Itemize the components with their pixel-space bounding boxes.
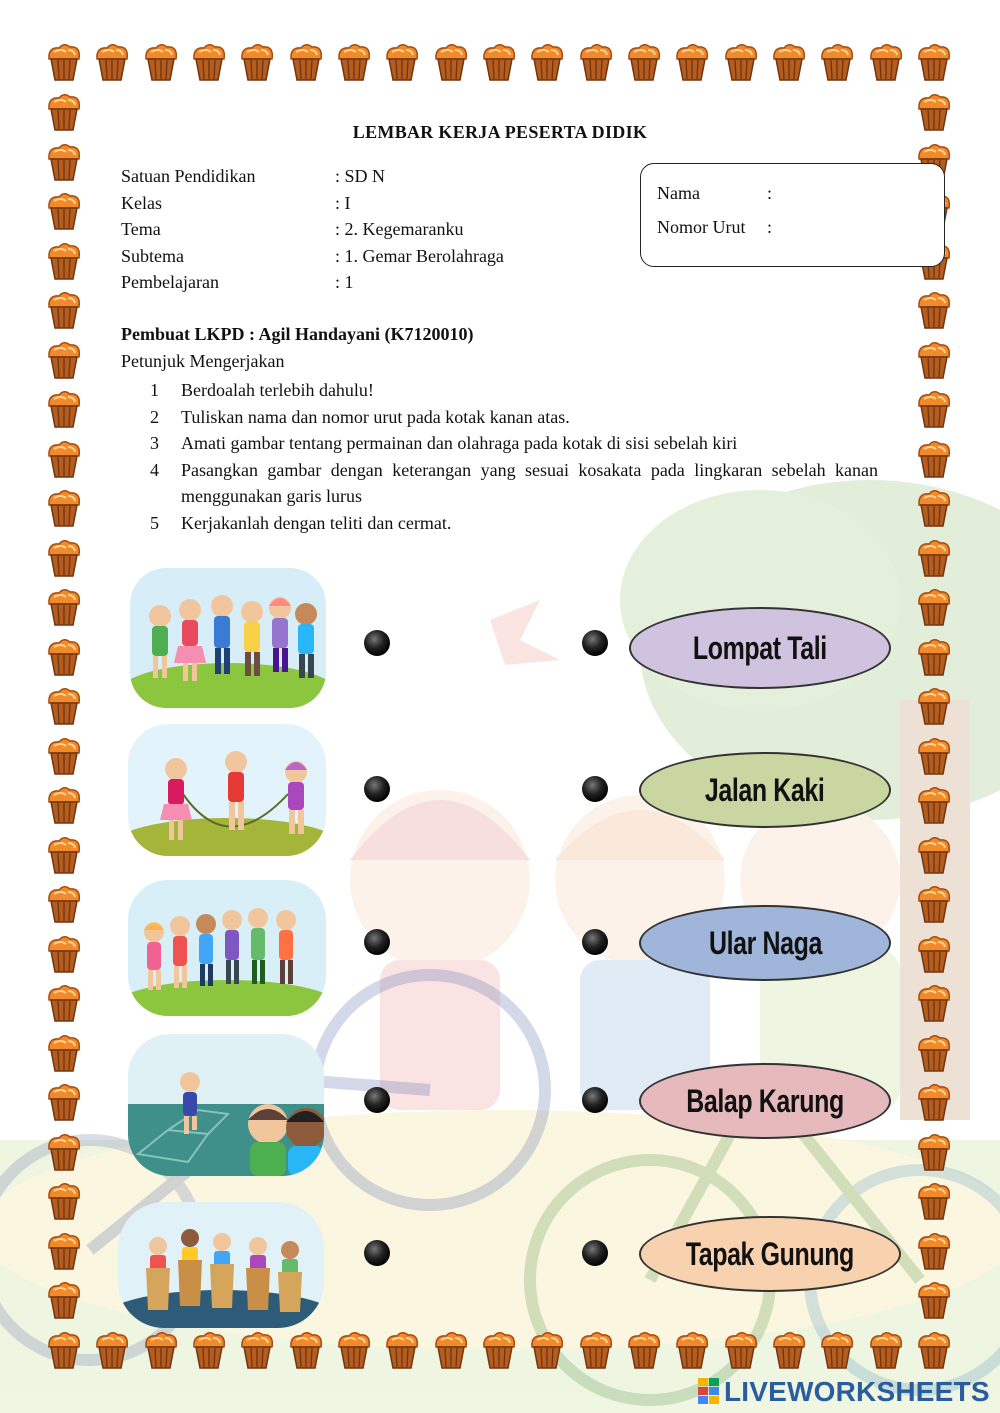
muffin-icon (44, 340, 84, 380)
liveworksheets-logo-icon (698, 1378, 720, 1406)
muffin-icon (769, 1330, 809, 1370)
muffin-icon (141, 1330, 181, 1370)
instruction-item (150, 430, 878, 457)
instruction-text: Amati gambar tentang permainan dan olahraga pada kotak di sisi sebelah kiri (181, 433, 738, 453)
muffin-icon (914, 934, 954, 974)
muffin-icon (914, 983, 954, 1023)
picture-hopscotch (128, 1034, 324, 1176)
muffin-icon (44, 191, 84, 231)
info-value: : I (335, 192, 351, 213)
muffin-icon (334, 42, 374, 82)
info-label: Kelas (121, 192, 162, 213)
answer-label: Tapak Gunung (685, 1235, 855, 1272)
left-match-dot[interactable] (364, 929, 390, 955)
answer-label: Lompat Tali (693, 629, 827, 666)
muffin-icon (286, 42, 326, 82)
info-label: Satuan Pendidikan (121, 166, 256, 186)
muffin-icon (44, 587, 84, 627)
muffin-icon (44, 1033, 84, 1073)
muffin-icon (44, 934, 84, 974)
answer-label: Balap Karung (686, 1082, 844, 1119)
muffin-icon (44, 439, 84, 479)
muffin-icon (334, 1330, 374, 1370)
info-row (121, 216, 504, 243)
muffin-icon (44, 1231, 84, 1271)
answer-label: Ular Naga (708, 924, 822, 961)
instruction-number: 3 (150, 433, 159, 453)
instructions-title: Petunjuk Mengerjakan (121, 351, 285, 371)
name-field[interactable] (657, 176, 928, 210)
left-match-dot[interactable] (364, 630, 390, 656)
instruction-number: 5 (150, 512, 159, 533)
muffin-icon (914, 488, 954, 528)
muffin-icon (914, 884, 954, 924)
muffin-icon (44, 983, 84, 1023)
info-row (121, 190, 504, 217)
instruction-text: Kerjakanlah dengan teliti dan cermat. (181, 512, 452, 533)
muffin-icon (44, 241, 84, 281)
left-match-dot[interactable] (364, 1087, 390, 1113)
muffin-icon (44, 538, 84, 578)
muffin-icon (44, 1181, 84, 1221)
muffin-icon (382, 42, 422, 82)
muffin-icon (914, 1280, 954, 1320)
muffin-icon (44, 389, 84, 429)
muffin-icon (914, 736, 954, 776)
muffin-icon (914, 538, 954, 578)
muffin-icon (44, 835, 84, 875)
muffin-icon (914, 587, 954, 627)
info-value: : 1. Gemar Berolahraga (335, 245, 504, 266)
muffin-icon (44, 488, 84, 528)
muffin-icon (624, 1330, 664, 1370)
muffin-icon (914, 637, 954, 677)
muffin-icon (914, 1033, 954, 1073)
info-row (121, 163, 504, 190)
muffin-icon (721, 1330, 761, 1370)
instruction-text: Berdoalah terlebih dahulu! (181, 380, 374, 400)
muffin-icon (721, 42, 761, 82)
muffin-icon (914, 42, 954, 82)
picture-sack-race (118, 1202, 324, 1328)
muffin-icon (479, 42, 519, 82)
liveworksheets-brand (698, 1376, 990, 1408)
answer-oval (639, 905, 891, 981)
instruction-item (150, 457, 878, 510)
muffin-icon (44, 686, 84, 726)
muffin-icon (44, 142, 84, 182)
info-label: Pembelajaran (121, 272, 219, 292)
muffin-icon (769, 42, 809, 82)
muffin-icon (44, 637, 84, 677)
muffin-icon (237, 1330, 277, 1370)
muffin-icon (817, 42, 857, 82)
info-value: : 1 (335, 272, 354, 292)
muffin-icon (44, 1330, 84, 1370)
instruction-item (150, 404, 878, 431)
muffin-icon (237, 42, 277, 82)
right-match-dot[interactable] (582, 630, 608, 656)
instruction-item (150, 510, 878, 537)
muffin-icon (576, 42, 616, 82)
left-match-dot[interactable] (364, 776, 390, 802)
number-colon: : (767, 217, 773, 237)
muffin-icon (672, 42, 712, 82)
muffin-icon (914, 686, 954, 726)
muffin-icon (866, 42, 906, 82)
right-match-dot[interactable] (582, 1087, 608, 1113)
instruction-number: 4 (150, 459, 159, 480)
answer-label: Jalan Kaki (705, 771, 825, 808)
muffin-icon (914, 1231, 954, 1271)
muffin-icon (44, 1082, 84, 1122)
muffin-icon (576, 1330, 616, 1370)
picture-snake-line (128, 880, 326, 1016)
muffin-icon (44, 42, 84, 82)
info-label: Tema (121, 219, 161, 239)
info-label: Subtema (121, 245, 184, 266)
bottom-muffin-border (44, 1330, 954, 1370)
muffin-icon (914, 785, 954, 825)
muffin-icon (44, 290, 84, 330)
picture-children-walking (130, 568, 326, 708)
picture-jump-rope (128, 724, 326, 856)
info-row (121, 243, 504, 270)
brand-text: LIVEWORKSHEETS (724, 1376, 990, 1407)
school-info (121, 163, 504, 296)
top-muffin-border (44, 42, 954, 82)
right-muffin-border (914, 92, 954, 1320)
author-line: Pembuat LKPD : Agil Handayani (K7120010) (121, 324, 474, 344)
answer-oval (639, 752, 891, 828)
muffin-icon (624, 42, 664, 82)
muffin-icon (914, 439, 954, 479)
muffin-icon (914, 835, 954, 875)
instructions-list (150, 377, 878, 536)
muffin-icon (141, 42, 181, 82)
info-row (121, 269, 504, 296)
muffin-icon (44, 736, 84, 776)
instruction-number: 2 (150, 406, 159, 427)
muffin-icon (44, 884, 84, 924)
muffin-icon (817, 1330, 857, 1370)
muffin-icon (92, 1330, 132, 1370)
number-field[interactable] (657, 210, 928, 244)
muffin-icon (44, 1132, 84, 1172)
muffin-icon (914, 1132, 954, 1172)
instruction-number: 1 (150, 380, 159, 400)
left-match-dot[interactable] (364, 1240, 390, 1266)
name-colon: : (767, 183, 773, 203)
answer-oval (639, 1063, 891, 1139)
muffin-icon (44, 1280, 84, 1320)
answer-oval (639, 1216, 901, 1292)
muffin-icon (914, 1082, 954, 1122)
muffin-icon (382, 1330, 422, 1370)
instruction-text: Pasangkan gambar dengan keterangan yang sesuai kosakata pada lingkaran sebelah kanan menggunakan garis lurus (181, 459, 878, 506)
muffin-icon (914, 1330, 954, 1370)
right-match-dot[interactable] (582, 1240, 608, 1266)
student-name-box[interactable] (640, 163, 945, 267)
muffin-icon (431, 42, 471, 82)
info-value: : SD N (335, 166, 386, 186)
muffin-icon (479, 1330, 519, 1370)
right-match-dot[interactable] (582, 929, 608, 955)
muffin-icon (914, 340, 954, 380)
muffin-icon (44, 785, 84, 825)
muffin-icon (914, 290, 954, 330)
muffin-icon (189, 42, 229, 82)
muffin-icon (914, 389, 954, 429)
muffin-icon (866, 1330, 906, 1370)
instruction-text: Tuliskan nama dan nomor urut pada kotak kanan atas. (181, 406, 570, 427)
muffin-icon (672, 1330, 712, 1370)
right-match-dot[interactable] (582, 776, 608, 802)
muffin-icon (527, 1330, 567, 1370)
muffin-icon (189, 1330, 229, 1370)
worksheet-title: LEMBAR KERJA PESERTA DIDIK (352, 122, 648, 142)
muffin-icon (286, 1330, 326, 1370)
muffin-icon (527, 42, 567, 82)
muffin-icon (92, 42, 132, 82)
muffin-icon (914, 1181, 954, 1221)
number-label: Nomor Urut (657, 217, 746, 237)
answer-oval (629, 607, 891, 689)
left-muffin-border (44, 92, 84, 1320)
info-value: : 2. Kegemaranku (335, 219, 464, 239)
muffin-icon (431, 1330, 471, 1370)
name-label: Nama (657, 183, 700, 203)
instruction-item (150, 377, 878, 404)
